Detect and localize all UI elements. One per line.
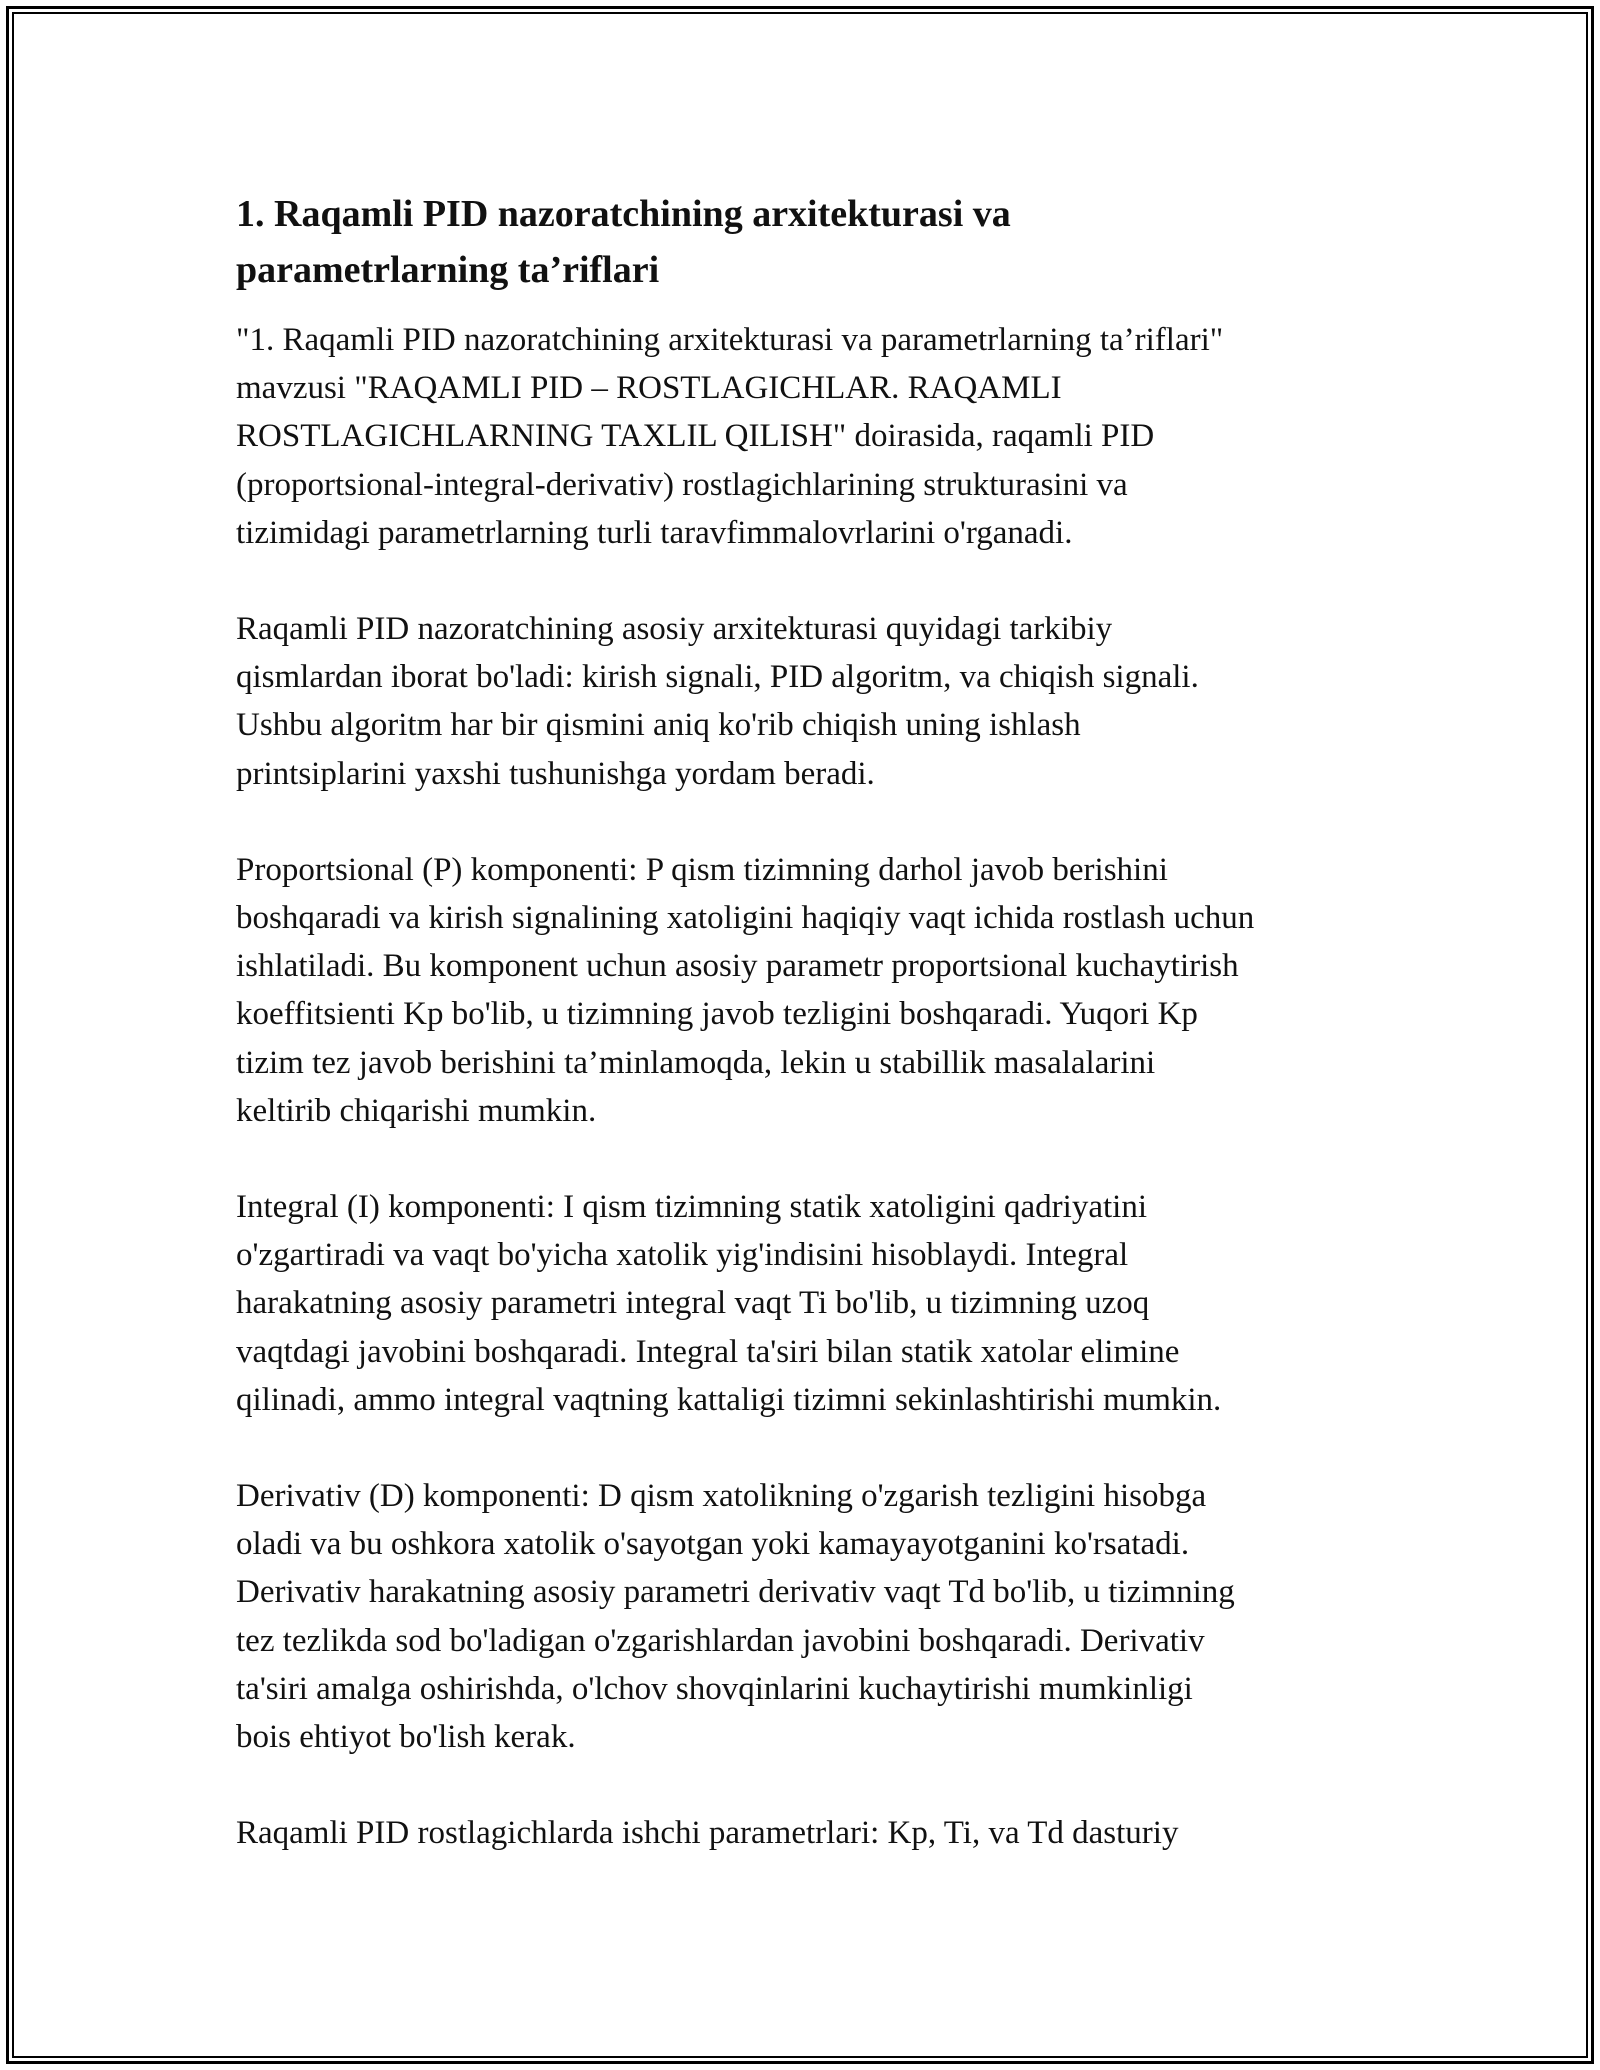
paragraph-parameters: Raqamli PID rostlagichlarda ishchi parametrlari: Kp, Ti, va Td dasturiy xyxy=(236,1815,1179,1852)
paragraph-proportional: Proportsional (P) komponenti: P qism tizimning darhol javob berishini boshqaradi va kirish signalining xatoligini haqiqiy vaqt ichida rostlash uchun ishlatiladi. Bu komponent uchun asosiy parametr proportsional kuchaytirish koeffitsienti Kp bo'lib, u tizimning javob tezligini boshqaradi. Yuqori Kp tizim tez javob berishini ta’minlamoqda, lekin u stabillik masalalarini keltirib chiqarishi mumkin. xyxy=(236,851,1255,1129)
paragraph-intro: "1. Raqamli PID nazoratchining arxitekturasi va parametrlarning ta’riflari" mavzusi "RAQAMLI PID – ROSTLAGICHLAR. RAQAMLI ROSTLAGICHLARNING TAXLIL QILISH" doirasida, raqamli PID (proportsional-integral-derivativ) rostlagichlarining strukturasini va tizimidagi parametrlarning turli taravfimmalovrlarini o'rganadi. xyxy=(236,322,1224,551)
document-title: 1. Raqamli PID nazoratchining arxitekturasi va parametrlarning ta’riflari xyxy=(236,193,1011,291)
paragraph-derivative: Derivativ (D) komponenti: D qism xatolikning o'zgarish tezligini hisobga oladi va bu oshkora xatolik o'sayotgan yoki kamayayotganini ko'rsatadi. Derivativ harakatning asosiy parametri derivativ vaqt Td bo'lib, u tizimning tez tezlikda sod bo'ladigan o'zgarishlardan javobini boshqaradi. Derivativ ta'siri amalga oshirishda, o'lchov shovqinlarini kuchaytirishi mumkinligi bois ehtiyot bo'lish kerak. xyxy=(236,1478,1235,1756)
paragraph-architecture: Raqamli PID nazoratchining asosiy arxitekturasi quyidagi tarkibiy qismlardan iborat bo'ladi: kirish signali, PID algoritm, va chiqish signali. Ushbu algoritm har bir qismini aniq ko'rib chiqish uning ishlash printsiplarini yaxshi tushunishga yordam beradi. xyxy=(236,611,1199,792)
paragraph-integral: Integral (I) komponenti: I qism tizimning statik xatoligini qadriyatini o'zgartiradi va vaqt bo'yicha xatolik yig'indisini hisoblaydi. Integral harakatning asosiy parametri integral vaqt Ti bo'lib, u tizimning uzoq vaqtdagi javobini boshqaradi. Integral ta'siri bilan statik xatolar elimine qilinadi, ammo integral vaqtning kattaligi tizimni sekinlashtirishi mumkin. xyxy=(236,1189,1222,1418)
document-body xyxy=(236,186,1386,1905)
